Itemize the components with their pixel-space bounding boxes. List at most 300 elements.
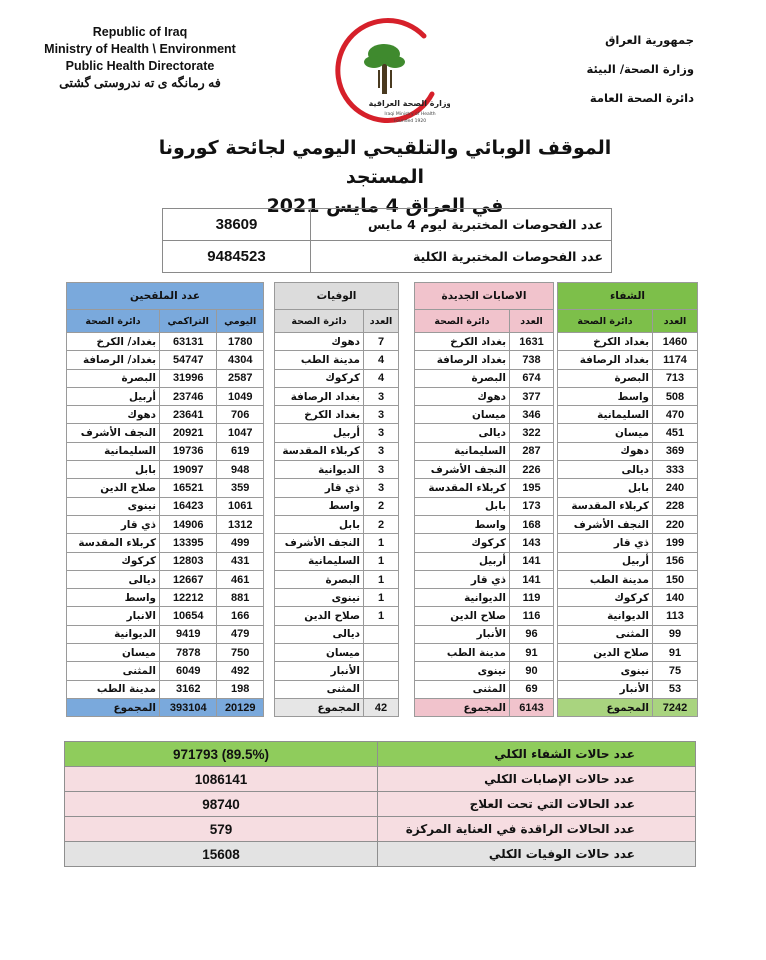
count-cell: 287 bbox=[510, 442, 554, 460]
country-name-ar: جمهورية العراق bbox=[605, 33, 694, 47]
total-tests-label: عدد الفحوصات المختبرية الكلية bbox=[311, 241, 612, 273]
directorate-cell: كربلاء المقدسة bbox=[275, 442, 364, 460]
directorate-name-en: Public Health Directorate bbox=[65, 59, 215, 73]
table-row bbox=[558, 607, 698, 625]
count-cell: 99 bbox=[653, 625, 698, 643]
table-row bbox=[67, 333, 264, 351]
table-row bbox=[415, 387, 554, 405]
count-cell: 2 bbox=[364, 497, 399, 515]
table-row bbox=[275, 387, 399, 405]
table-row bbox=[67, 406, 264, 424]
directorate-name-ar: دائرة الصحة العامة bbox=[589, 91, 694, 105]
directorate-cell: السليمانية bbox=[67, 442, 160, 460]
directorate-cell: مدينة الطب bbox=[558, 570, 653, 588]
summary-table bbox=[64, 741, 696, 867]
directorate-cell: بغداد/ الرصافة bbox=[67, 351, 160, 369]
table-row bbox=[558, 644, 698, 662]
recovered-col-count: العدد bbox=[653, 310, 698, 333]
directorate-cell: النجف الأشرف bbox=[558, 515, 653, 533]
table-row bbox=[67, 534, 264, 552]
count-cell: 4 bbox=[364, 351, 399, 369]
cumulative-cell: 19097 bbox=[160, 461, 217, 479]
directorate-cell: ديالى bbox=[67, 570, 160, 588]
table-row bbox=[275, 479, 399, 497]
recovered-total: 7242 bbox=[653, 698, 698, 716]
directorate-cell: ديالى bbox=[275, 625, 364, 643]
directorate-cell: المثنى bbox=[415, 680, 510, 698]
total-recovered-value: 971793 (89.5%) bbox=[65, 742, 378, 767]
cumulative-cell: 13395 bbox=[160, 534, 217, 552]
table-row bbox=[558, 461, 698, 479]
table-row bbox=[275, 515, 399, 533]
directorate-cell: كركوك bbox=[558, 589, 653, 607]
directorate-cell: صلاح الدين bbox=[558, 644, 653, 662]
directorate-cell: ذي قار bbox=[67, 515, 160, 533]
directorate-cell: المثنى bbox=[275, 680, 364, 698]
table-row bbox=[415, 333, 554, 351]
directorate-cell: نينوى bbox=[558, 662, 653, 680]
new-cases-table bbox=[414, 282, 554, 717]
table-row bbox=[415, 442, 554, 460]
count-cell: 2 bbox=[364, 515, 399, 533]
count-cell bbox=[364, 625, 399, 643]
directorate-cell: الديوانية bbox=[67, 625, 160, 643]
directorate-cell: البصرة bbox=[415, 369, 510, 387]
vaccinated-col-cumulative: التراكمي bbox=[160, 310, 217, 333]
table-row bbox=[415, 680, 554, 698]
directorate-cell: مدينة الطب bbox=[275, 351, 364, 369]
count-cell: 156 bbox=[653, 552, 698, 570]
count-cell: 226 bbox=[510, 461, 554, 479]
directorate-cell: واسط bbox=[558, 387, 653, 405]
count-cell: 119 bbox=[510, 589, 554, 607]
table-row bbox=[67, 424, 264, 442]
table-row bbox=[275, 607, 399, 625]
count-cell: 4 bbox=[364, 369, 399, 387]
count-cell: 1460 bbox=[653, 333, 698, 351]
count-cell: 141 bbox=[510, 570, 554, 588]
directorate-cell: السليمانية bbox=[275, 552, 364, 570]
count-cell: 195 bbox=[510, 479, 554, 497]
table-row bbox=[415, 351, 554, 369]
directorate-cell: كركوك bbox=[275, 369, 364, 387]
count-cell: 90 bbox=[510, 662, 554, 680]
ministry-logo bbox=[320, 18, 450, 126]
directorate-cell: ميسان bbox=[67, 644, 160, 662]
table-row bbox=[415, 552, 554, 570]
country-name-en: Republic of Iraq bbox=[92, 25, 188, 39]
directorate-cell: ميسان bbox=[558, 424, 653, 442]
directorate-cell: نينوى bbox=[415, 662, 510, 680]
daily-tests-label: عدد الفحوصات المختبرية ليوم 4 مايس bbox=[311, 209, 612, 241]
table-row bbox=[558, 534, 698, 552]
table-row bbox=[415, 589, 554, 607]
total-tests-value: 9484523 bbox=[163, 241, 311, 273]
table-row bbox=[67, 552, 264, 570]
table-row bbox=[558, 387, 698, 405]
daily-cell: 431 bbox=[217, 552, 264, 570]
count-cell: 346 bbox=[510, 406, 554, 424]
vaccinated-col-directorate: دائرة الصحة bbox=[67, 310, 160, 333]
table-row bbox=[67, 461, 264, 479]
vaccinated-total-cumulative: 393104 bbox=[160, 698, 217, 716]
table-row bbox=[415, 369, 554, 387]
table-row bbox=[275, 625, 399, 643]
table-row bbox=[415, 662, 554, 680]
count-cell: 1 bbox=[364, 552, 399, 570]
count-cell: 143 bbox=[510, 534, 554, 552]
table-row bbox=[415, 424, 554, 442]
table-row bbox=[275, 570, 399, 588]
count-cell: 113 bbox=[653, 607, 698, 625]
cumulative-cell: 3162 bbox=[160, 680, 217, 698]
directorate-cell: السليمانية bbox=[558, 406, 653, 424]
vaccinated-col-daily: اليومي bbox=[217, 310, 264, 333]
count-cell: 369 bbox=[653, 442, 698, 460]
table-row bbox=[275, 552, 399, 570]
directorate-cell: بابل bbox=[415, 497, 510, 515]
table-row bbox=[558, 515, 698, 533]
new-cases-col-directorate: دائرة الصحة bbox=[415, 310, 510, 333]
tests-row bbox=[163, 241, 612, 273]
daily-cell: 1312 bbox=[217, 515, 264, 533]
table-row bbox=[558, 442, 698, 460]
table-row bbox=[415, 479, 554, 497]
count-cell: 3 bbox=[364, 424, 399, 442]
directorate-cell: أربيل bbox=[275, 424, 364, 442]
table-row bbox=[67, 644, 264, 662]
header-right bbox=[524, 26, 694, 113]
vaccinated-total-label: المجموع bbox=[67, 698, 160, 716]
table-row bbox=[558, 351, 698, 369]
total-cases-value: 1086141 bbox=[65, 767, 378, 792]
count-cell: 69 bbox=[510, 680, 554, 698]
table-row bbox=[558, 497, 698, 515]
deaths-caption: الوفيات bbox=[275, 283, 399, 310]
count-cell: 674 bbox=[510, 369, 554, 387]
directorate-cell: النجف الأشرف bbox=[275, 534, 364, 552]
directorate-cell: الأنبار bbox=[415, 625, 510, 643]
table-row bbox=[275, 369, 399, 387]
daily-cell: 166 bbox=[217, 607, 264, 625]
daily-cell: 948 bbox=[217, 461, 264, 479]
cumulative-cell: 23641 bbox=[160, 406, 217, 424]
logo-text-en: Iraqi Ministry of Health bbox=[384, 112, 436, 117]
directorate-cell: ميسان bbox=[275, 644, 364, 662]
count-cell bbox=[364, 644, 399, 662]
vaccinated-table bbox=[66, 282, 264, 717]
count-cell: 7 bbox=[364, 333, 399, 351]
table-row bbox=[275, 406, 399, 424]
cumulative-cell: 12803 bbox=[160, 552, 217, 570]
directorate-cell: ديالى bbox=[415, 424, 510, 442]
count-cell: 3 bbox=[364, 461, 399, 479]
directorate-cell: الديوانية bbox=[275, 461, 364, 479]
table-row bbox=[558, 625, 698, 643]
deaths-total-label: المجموع bbox=[275, 698, 364, 716]
cumulative-cell: 16521 bbox=[160, 479, 217, 497]
count-cell: 140 bbox=[653, 589, 698, 607]
table-row bbox=[67, 387, 264, 405]
daily-cell: 706 bbox=[217, 406, 264, 424]
directorate-cell: بغداد الرصافة bbox=[275, 387, 364, 405]
directorate-cell: واسط bbox=[67, 589, 160, 607]
cumulative-cell: 14906 bbox=[160, 515, 217, 533]
count-cell: 220 bbox=[653, 515, 698, 533]
deaths-col-count: العدد bbox=[364, 310, 399, 333]
table-row bbox=[67, 680, 264, 698]
summary-row bbox=[65, 817, 696, 842]
table-row bbox=[558, 406, 698, 424]
tests-table bbox=[162, 208, 612, 273]
table-row bbox=[558, 479, 698, 497]
summary-row bbox=[65, 842, 696, 867]
directorate-cell: ميسان bbox=[415, 406, 510, 424]
directorate-cell: صلاح الدين bbox=[275, 607, 364, 625]
directorate-cell: مدينة الطب bbox=[67, 680, 160, 698]
table-row bbox=[275, 442, 399, 460]
table-row bbox=[67, 625, 264, 643]
table-row bbox=[415, 607, 554, 625]
cumulative-cell: 23746 bbox=[160, 387, 217, 405]
cumulative-cell: 63131 bbox=[160, 333, 217, 351]
deaths-col-directorate: دائرة الصحة bbox=[275, 310, 364, 333]
directorate-cell: بغداد الكرخ bbox=[415, 333, 510, 351]
logo-text-ar: وزارة الصحة العراقية bbox=[368, 99, 450, 108]
table-row bbox=[415, 461, 554, 479]
table-row bbox=[275, 589, 399, 607]
table-row bbox=[415, 644, 554, 662]
directorate-cell: بغداد الكرخ bbox=[275, 406, 364, 424]
directorate-cell: أربيل bbox=[67, 387, 160, 405]
under-treatment-label: عدد الحالات التي تحت العلاج bbox=[378, 792, 696, 817]
daily-cell: 499 bbox=[217, 534, 264, 552]
table-row bbox=[415, 534, 554, 552]
cumulative-cell: 54747 bbox=[160, 351, 217, 369]
vaccinated-caption: عدد الملقحين bbox=[67, 283, 264, 310]
count-cell: 168 bbox=[510, 515, 554, 533]
recovered-col-directorate: دائرة الصحة bbox=[558, 310, 653, 333]
table-row bbox=[558, 662, 698, 680]
directorate-cell: دهوك bbox=[415, 387, 510, 405]
ministry-name-ar: وزارة الصحة/ البيئة bbox=[586, 62, 694, 76]
count-cell: 3 bbox=[364, 442, 399, 460]
table-row bbox=[558, 369, 698, 387]
count-cell: 3 bbox=[364, 479, 399, 497]
directorate-cell: النجف الأشرف bbox=[415, 461, 510, 479]
total-cases-label: عدد حالات الإصابات الكلي bbox=[378, 767, 696, 792]
directorate-cell: البصرة bbox=[67, 369, 160, 387]
count-cell: 322 bbox=[510, 424, 554, 442]
table-row bbox=[558, 589, 698, 607]
table-row bbox=[558, 552, 698, 570]
new-cases-total: 6143 bbox=[510, 698, 554, 716]
directorate-cell: المثنى bbox=[67, 662, 160, 680]
count-cell: 713 bbox=[653, 369, 698, 387]
directorate-cell: كربلاء المقدسة bbox=[415, 479, 510, 497]
directorate-cell: المثنى bbox=[558, 625, 653, 643]
directorate-cell: بغداد/ الكرخ bbox=[67, 333, 160, 351]
count-cell: 1 bbox=[364, 570, 399, 588]
count-cell: 451 bbox=[653, 424, 698, 442]
count-cell: 470 bbox=[653, 406, 698, 424]
directorate-cell: البصرة bbox=[275, 570, 364, 588]
table-row bbox=[415, 406, 554, 424]
tests-row bbox=[163, 209, 612, 241]
cumulative-cell: 10654 bbox=[160, 607, 217, 625]
report-title-line1: الموقف الوبائي والتلقيحي اليومي لجائحة كورونا المستجد bbox=[158, 137, 612, 188]
new-cases-caption: الاصابات الجديدة bbox=[415, 283, 554, 310]
directorate-cell: بابل bbox=[275, 515, 364, 533]
count-cell: 116 bbox=[510, 607, 554, 625]
daily-cell: 198 bbox=[217, 680, 264, 698]
table-row bbox=[67, 351, 264, 369]
count-cell: 333 bbox=[653, 461, 698, 479]
table-row bbox=[275, 497, 399, 515]
directorate-cell: ذي قار bbox=[415, 570, 510, 588]
cumulative-cell: 31996 bbox=[160, 369, 217, 387]
table-row bbox=[275, 351, 399, 369]
table-row bbox=[275, 644, 399, 662]
daily-cell: 750 bbox=[217, 644, 264, 662]
table-row bbox=[415, 497, 554, 515]
table-row bbox=[275, 680, 399, 698]
count-cell: 150 bbox=[653, 570, 698, 588]
cumulative-cell: 6049 bbox=[160, 662, 217, 680]
directorate-cell: دهوك bbox=[558, 442, 653, 460]
directorate-cell: مدينة الطب bbox=[415, 644, 510, 662]
count-cell: 96 bbox=[510, 625, 554, 643]
table-row bbox=[67, 662, 264, 680]
directorate-cell: بغداد الرصافة bbox=[558, 351, 653, 369]
count-cell: 228 bbox=[653, 497, 698, 515]
directorate-cell: الأنبار bbox=[275, 662, 364, 680]
count-cell bbox=[364, 680, 399, 698]
table-row bbox=[67, 607, 264, 625]
count-cell: 508 bbox=[653, 387, 698, 405]
icu-cases-value: 579 bbox=[65, 817, 378, 842]
count-cell: 199 bbox=[653, 534, 698, 552]
directorate-cell: الأنبار bbox=[558, 680, 653, 698]
count-cell: 738 bbox=[510, 351, 554, 369]
summary-row bbox=[65, 767, 696, 792]
count-cell: 1631 bbox=[510, 333, 554, 351]
cumulative-cell: 12667 bbox=[160, 570, 217, 588]
directorate-cell: نينوى bbox=[275, 589, 364, 607]
total-deaths-value: 15608 bbox=[65, 842, 378, 867]
count-cell: 75 bbox=[653, 662, 698, 680]
daily-cell: 479 bbox=[217, 625, 264, 643]
count-cell: 53 bbox=[653, 680, 698, 698]
deaths-total: 42 bbox=[364, 698, 399, 716]
table-row bbox=[67, 570, 264, 588]
ministry-name-en: Ministry of Health \ Environment bbox=[44, 42, 236, 56]
new-cases-col-count: العدد bbox=[510, 310, 554, 333]
report-title-line2: في العراق 4 مايس 2021 bbox=[266, 195, 504, 217]
directorate-cell: كربلاء المقدسة bbox=[558, 497, 653, 515]
table-row bbox=[415, 625, 554, 643]
directorate-cell: أربيل bbox=[558, 552, 653, 570]
table-row bbox=[67, 369, 264, 387]
table-row bbox=[558, 424, 698, 442]
count-cell: 240 bbox=[653, 479, 698, 497]
daily-tests-value: 38609 bbox=[163, 209, 311, 241]
new-cases-total-label: المجموع bbox=[415, 698, 510, 716]
directorate-cell: بغداد الكرخ bbox=[558, 333, 653, 351]
table-row bbox=[558, 333, 698, 351]
daily-cell: 4304 bbox=[217, 351, 264, 369]
directorate-cell: البصرة bbox=[558, 369, 653, 387]
daily-cell: 1061 bbox=[217, 497, 264, 515]
directorate-cell: بغداد الرصافة bbox=[415, 351, 510, 369]
count-cell: 1 bbox=[364, 607, 399, 625]
cumulative-cell: 7878 bbox=[160, 644, 217, 662]
cumulative-cell: 20921 bbox=[160, 424, 217, 442]
vaccinated-total-daily: 20129 bbox=[217, 698, 264, 716]
directorate-cell: الانبار bbox=[67, 607, 160, 625]
table-row bbox=[275, 333, 399, 351]
cumulative-cell: 19736 bbox=[160, 442, 217, 460]
table-row bbox=[558, 570, 698, 588]
total-recovered-label: عدد حالات الشفاء الكلي bbox=[378, 742, 696, 767]
daily-cell: 1047 bbox=[217, 424, 264, 442]
directorate-cell: نينوى bbox=[67, 497, 160, 515]
directorate-cell: ذي قار bbox=[275, 479, 364, 497]
summary-row bbox=[65, 792, 696, 817]
directorate-cell: دهوك bbox=[67, 406, 160, 424]
logo-founded: Founded 1920 bbox=[393, 119, 427, 124]
count-cell: 1 bbox=[364, 589, 399, 607]
directorate-cell: الديوانية bbox=[558, 607, 653, 625]
count-cell: 1174 bbox=[653, 351, 698, 369]
daily-cell: 359 bbox=[217, 479, 264, 497]
directorate-cell: ذي قار bbox=[558, 534, 653, 552]
count-cell: 3 bbox=[364, 406, 399, 424]
cumulative-cell: 9419 bbox=[160, 625, 217, 643]
count-cell: 1 bbox=[364, 534, 399, 552]
deaths-table bbox=[274, 282, 399, 717]
total-deaths-label: عدد حالات الوفيات الكلي bbox=[378, 842, 696, 867]
summary-row bbox=[65, 742, 696, 767]
daily-cell: 619 bbox=[217, 442, 264, 460]
daily-cell: 2587 bbox=[217, 369, 264, 387]
icu-cases-label: عدد الحالات الراقدة في العناية المركزة bbox=[378, 817, 696, 842]
table-row bbox=[67, 515, 264, 533]
directorate-cell: دهوك bbox=[275, 333, 364, 351]
daily-cell: 881 bbox=[217, 589, 264, 607]
table-row bbox=[275, 534, 399, 552]
count-cell: 3 bbox=[364, 387, 399, 405]
directorate-cell: واسط bbox=[275, 497, 364, 515]
table-row bbox=[415, 515, 554, 533]
cumulative-cell: 12212 bbox=[160, 589, 217, 607]
directorate-cell: كركوك bbox=[415, 534, 510, 552]
directorate-cell: كركوك bbox=[67, 552, 160, 570]
under-treatment-value: 98740 bbox=[65, 792, 378, 817]
daily-cell: 1780 bbox=[217, 333, 264, 351]
directorate-cell: بابل bbox=[67, 461, 160, 479]
table-row bbox=[415, 570, 554, 588]
table-row bbox=[67, 442, 264, 460]
table-row bbox=[275, 461, 399, 479]
count-cell bbox=[364, 662, 399, 680]
header-left bbox=[30, 24, 250, 92]
directorate-cell: واسط bbox=[415, 515, 510, 533]
recovered-total-label: المجموع bbox=[558, 698, 653, 716]
table-row bbox=[67, 479, 264, 497]
daily-cell: 461 bbox=[217, 570, 264, 588]
daily-cell: 1049 bbox=[217, 387, 264, 405]
